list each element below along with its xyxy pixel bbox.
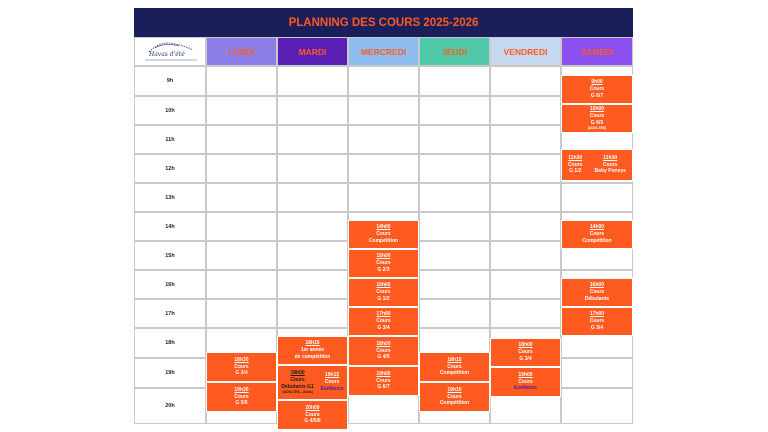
slot-cell [206, 66, 277, 96]
event-l2: Baby Poneys [594, 168, 626, 175]
event-time: 14h00 [376, 224, 391, 231]
slot-cell [419, 241, 490, 270]
course-block-mer-16[interactable] [348, 278, 419, 307]
slot-cell [419, 299, 490, 328]
hour-label: 18h [134, 328, 206, 358]
event-time: 19h00 [376, 370, 391, 377]
slot-cell [206, 212, 277, 241]
slot-cell [348, 183, 419, 212]
event-time: 19h30 [234, 386, 249, 393]
slot-cell [206, 270, 277, 299]
event-l2: G 1/2 [569, 168, 582, 175]
day-header-mardi: MARDI [277, 37, 348, 66]
event-l1: Cours [447, 393, 462, 400]
slot-cell [206, 183, 277, 212]
event-l2: G 1/2 [377, 295, 390, 302]
event-l1: Cours [568, 161, 583, 168]
slot-cell [419, 125, 490, 154]
event-time: 11h30 [603, 154, 618, 161]
course-block-ven-18[interactable] [490, 338, 561, 367]
event-l2: Débutants G1 [281, 383, 314, 390]
slot-cell [277, 154, 348, 183]
event-time: 18h00 [518, 342, 533, 349]
page-title: PLANNING DES COURS 2025-2026 [134, 8, 633, 37]
event-l1: Cours [376, 318, 391, 325]
event-l2: de compétition [294, 353, 331, 360]
hour-label: 16h [134, 270, 206, 299]
event-l2: G 5/6 [235, 400, 248, 407]
event-l2: Compétition [439, 400, 470, 407]
slot-cell [419, 96, 490, 125]
event-l1: Cours [376, 260, 391, 267]
course-half-sam-1130a [568, 155, 582, 175]
event-time: 16h00 [376, 282, 391, 289]
course-block-mar-1815[interactable] [277, 336, 348, 365]
event-time: 18h15 [305, 340, 320, 347]
event-time: 19h00 [290, 370, 305, 377]
slot-cell [348, 66, 419, 96]
event-time: 20h00 [305, 404, 320, 411]
schedule-sheet [134, 8, 633, 424]
slot-cell [206, 125, 277, 154]
course-block-sam-16[interactable] [561, 278, 633, 307]
event-l1: Cours [376, 377, 391, 384]
slot-cell [561, 183, 633, 212]
event-l2: Exellence [320, 385, 344, 392]
event-l2: G 6/7 [377, 384, 390, 391]
event-time: 15h00 [376, 253, 391, 260]
hour-label: 17h [134, 299, 206, 328]
event-l1: 1er année [300, 347, 325, 354]
event-l1: Cours [603, 161, 618, 168]
course-half-mar-1915 [321, 372, 344, 392]
hour-label: 10h [134, 96, 206, 125]
slot-cell [490, 96, 561, 125]
course-block-mer-15[interactable] [348, 249, 419, 278]
slot-cell [277, 96, 348, 125]
event-l3: (ADULTES) [587, 126, 607, 131]
event-l2: G 3/4 [590, 324, 604, 331]
event-l1: Cours [589, 318, 605, 325]
slot-cell [277, 241, 348, 270]
event-l1: Cours [589, 231, 605, 238]
event-l2: Exellence [513, 385, 538, 392]
slot-cell [277, 299, 348, 328]
event-l1: Cours [376, 347, 391, 354]
event-l1: Cours [518, 378, 533, 385]
course-block-mer-19[interactable] [348, 366, 419, 396]
event-l2: Compétition [582, 237, 612, 244]
slot-cell [277, 125, 348, 154]
event-time: 19h10 [447, 386, 462, 393]
event-l2: G 3/4 [377, 324, 390, 331]
day-header-mercredi: MERCREDI [348, 37, 419, 66]
course-block-mer-17[interactable] [348, 307, 419, 336]
event-l1: Cours [518, 349, 533, 356]
event-time: 14h00 [589, 224, 605, 231]
event-l2: G 3/4 [519, 355, 532, 362]
hour-label: 9h [134, 66, 206, 96]
day-header-jeudi: JEUDI [419, 37, 490, 66]
slot-cell [206, 96, 277, 125]
slot-cell [419, 183, 490, 212]
event-l1: Cours [290, 376, 305, 383]
event-time: 19h15 [325, 372, 340, 379]
event-l1: Cours [234, 363, 249, 370]
day-header-samedi: SAMEDI [561, 37, 633, 66]
slot-cell [277, 183, 348, 212]
hour-label: 14h [134, 212, 206, 241]
hour-label: 19h [134, 358, 206, 388]
slot-cell [348, 125, 419, 154]
slot-cell [277, 270, 348, 299]
event-l2: Débutants [584, 295, 610, 302]
event-l2: G 4/5 [377, 354, 390, 361]
course-block-sam-9[interactable] [561, 75, 633, 104]
course-block-lun-1830[interactable] [206, 352, 277, 382]
slot-cell [419, 270, 490, 299]
course-block-sam-10[interactable] [561, 104, 633, 133]
event-time: 11h30 [568, 154, 583, 161]
event-l2: G 4/5/6 [304, 418, 321, 425]
slot-cell [490, 241, 561, 270]
slot-cell [419, 66, 490, 96]
course-block-mer-14[interactable] [348, 220, 419, 249]
event-time: 16h00 [589, 282, 605, 289]
event-l1: Cours [376, 231, 391, 238]
event-l1: Cours [234, 393, 249, 400]
slot-cell [490, 270, 561, 299]
club-logo [134, 37, 206, 66]
slot-cell [490, 299, 561, 328]
slot-cell [206, 299, 277, 328]
slot-cell [419, 154, 490, 183]
hour-label: 20h [134, 388, 206, 424]
event-l1: Cours [376, 289, 391, 296]
hour-label: 12h [134, 154, 206, 183]
day-header-lundi: LUNDI [206, 37, 277, 66]
event-l2: Compétition [439, 370, 470, 377]
course-block-jeu-1910[interactable] [419, 382, 490, 412]
event-l3: (ADULTES - Ados) [282, 390, 313, 395]
event-time: 17h00 [589, 311, 605, 318]
slot-cell [561, 388, 633, 424]
course-block-sam-17[interactable] [561, 307, 633, 336]
event-l1: Cours [589, 112, 605, 119]
event-l1: Cours [324, 379, 340, 386]
event-l2: G 2/3 [377, 266, 390, 273]
course-block-ven-19[interactable] [490, 367, 561, 397]
slot-cell [490, 154, 561, 183]
logo-text: Havas d'été [149, 51, 185, 58]
event-l1: Cours [447, 363, 462, 370]
event-time: 19h00 [518, 371, 533, 378]
day-header-vendredi: VENDREDI [490, 37, 561, 66]
slot-cell [490, 183, 561, 212]
slot-cell [561, 358, 633, 388]
course-block-sam-1130[interactable] [561, 149, 633, 181]
slot-cell [348, 154, 419, 183]
course-block-mer-18[interactable] [348, 336, 419, 366]
course-block-sam-14[interactable] [561, 220, 633, 249]
slot-cell [348, 96, 419, 125]
event-l2: G 3/4 [235, 370, 248, 377]
slot-cell [419, 212, 490, 241]
course-block-mar-19[interactable] [277, 365, 348, 400]
hour-label: 15h [134, 241, 206, 270]
event-time: 17h00 [376, 311, 391, 318]
slot-cell [277, 212, 348, 241]
slot-cell [206, 241, 277, 270]
slot-cell [277, 66, 348, 96]
course-half-mar-19a [281, 370, 314, 395]
event-time: 9h00 [591, 79, 603, 86]
hour-label: 13h [134, 183, 206, 212]
event-l1: Cours [589, 86, 605, 93]
course-block-jeu-1815[interactable] [419, 352, 490, 382]
event-l2: G 6/7 [590, 92, 604, 99]
event-time: 10h00 [589, 106, 605, 113]
course-half-sam-1130b [595, 155, 626, 175]
slot-cell [490, 212, 561, 241]
event-l2: Compétition [368, 237, 399, 244]
event-l1: Cours [305, 411, 320, 418]
course-block-mar-20[interactable] [277, 400, 348, 430]
course-block-lun-1930[interactable] [206, 382, 277, 412]
event-time: 18h00 [376, 340, 391, 347]
event-l2: G 6/5 [590, 119, 604, 126]
event-l1: Cours [589, 289, 605, 296]
event-time: 18h15 [447, 356, 462, 363]
slot-cell [490, 66, 561, 96]
event-time: 18h30 [234, 356, 249, 363]
slot-cell [490, 125, 561, 154]
hour-label: 11h [134, 125, 206, 154]
slot-cell [206, 154, 277, 183]
